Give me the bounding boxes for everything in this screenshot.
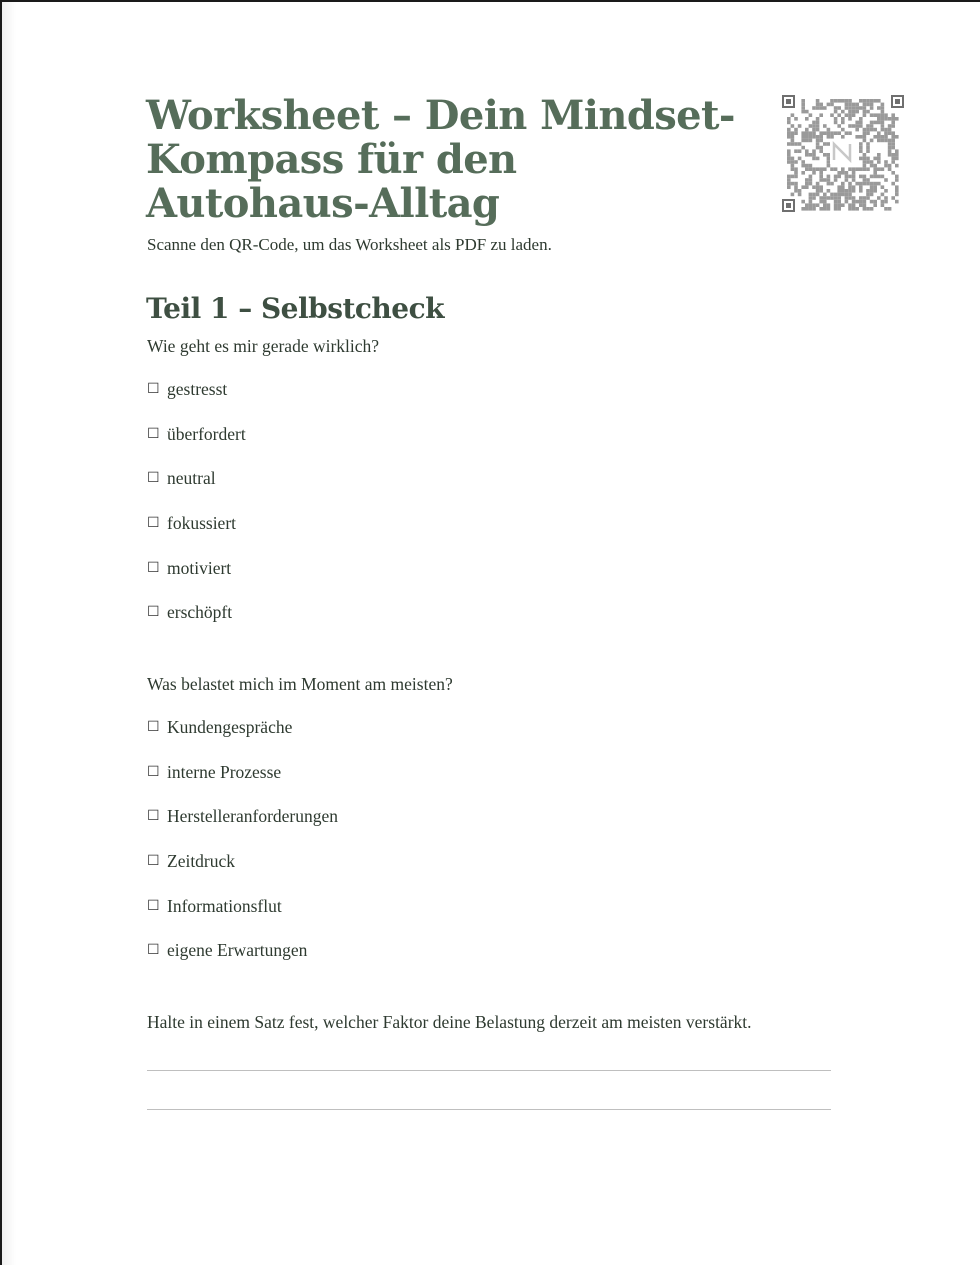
writing-prompt: Halte in einem Satz fest, welcher Faktor deine Belastung derzeit am meisten verstärkt. (147, 1012, 752, 1032)
checkbox-icon[interactable]: ☐ (147, 515, 160, 532)
option-label: Zeitdruck (167, 851, 236, 872)
question-feeling: Wie geht es mir gerade wirklich? (147, 336, 380, 356)
checkbox-option[interactable] (147, 558, 246, 603)
checkbox-icon[interactable]: ☐ (147, 853, 160, 870)
option-label: erschöpft (167, 602, 233, 623)
option-label: Herstelleranforderungen (167, 806, 339, 827)
burden-options (147, 717, 338, 985)
checkbox-icon[interactable]: ☐ (147, 425, 160, 442)
section-heading-selbstcheck: Teil 1 – Selbstcheck (146, 292, 445, 325)
feeling-options (147, 379, 246, 647)
checkbox-icon[interactable]: ☐ (147, 604, 160, 621)
option-label: Informationsflut (167, 895, 282, 916)
option-label: eigene Erwartungen (167, 940, 308, 961)
checkbox-icon[interactable]: ☐ (147, 763, 160, 780)
checkbox-option[interactable] (147, 602, 246, 647)
checkbox-icon[interactable]: ☐ (147, 719, 160, 735)
option-label: fokussiert (167, 513, 237, 534)
qr-code-icon (781, 94, 905, 215)
option-label: gestresst (167, 379, 228, 399)
checkbox-option[interactable] (147, 424, 246, 469)
checkbox-icon[interactable]: ☐ (147, 470, 160, 487)
checkbox-option[interactable] (147, 717, 338, 762)
checkbox-icon[interactable]: ☐ (147, 808, 160, 825)
checkbox-option[interactable] (147, 762, 338, 807)
option-label: interne Prozesse (167, 761, 282, 782)
qr-instruction: Scanne den QR-Code, um das Worksheet als PDF zu laden. (147, 235, 552, 254)
checkbox-option[interactable] (147, 513, 246, 558)
checkbox-icon[interactable]: ☐ (147, 942, 160, 959)
checkbox-icon[interactable]: ☐ (147, 559, 160, 576)
option-label: neutral (167, 468, 216, 489)
answer-line[interactable] (147, 1109, 831, 1110)
checkbox-icon[interactable]: ☐ (147, 381, 160, 397)
checkbox-option[interactable] (147, 379, 246, 424)
checkbox-option[interactable] (147, 896, 338, 941)
page-title: Worksheet – Dein Mindset-Kompass für den Autohaus-Alltag (146, 92, 735, 227)
checkbox-option[interactable] (147, 851, 338, 896)
checkbox-option[interactable] (147, 468, 246, 513)
answer-line[interactable] (147, 1070, 831, 1071)
option-label: überfordert (167, 423, 246, 444)
checkbox-option[interactable] (147, 806, 338, 851)
option-label: Kundengespräche (167, 717, 293, 737)
checkbox-option[interactable] (147, 940, 338, 985)
checkbox-icon[interactable]: ☐ (147, 897, 160, 914)
option-label: motiviert (167, 557, 232, 578)
question-burden: Was belastet mich im Moment am meisten? (147, 674, 453, 694)
